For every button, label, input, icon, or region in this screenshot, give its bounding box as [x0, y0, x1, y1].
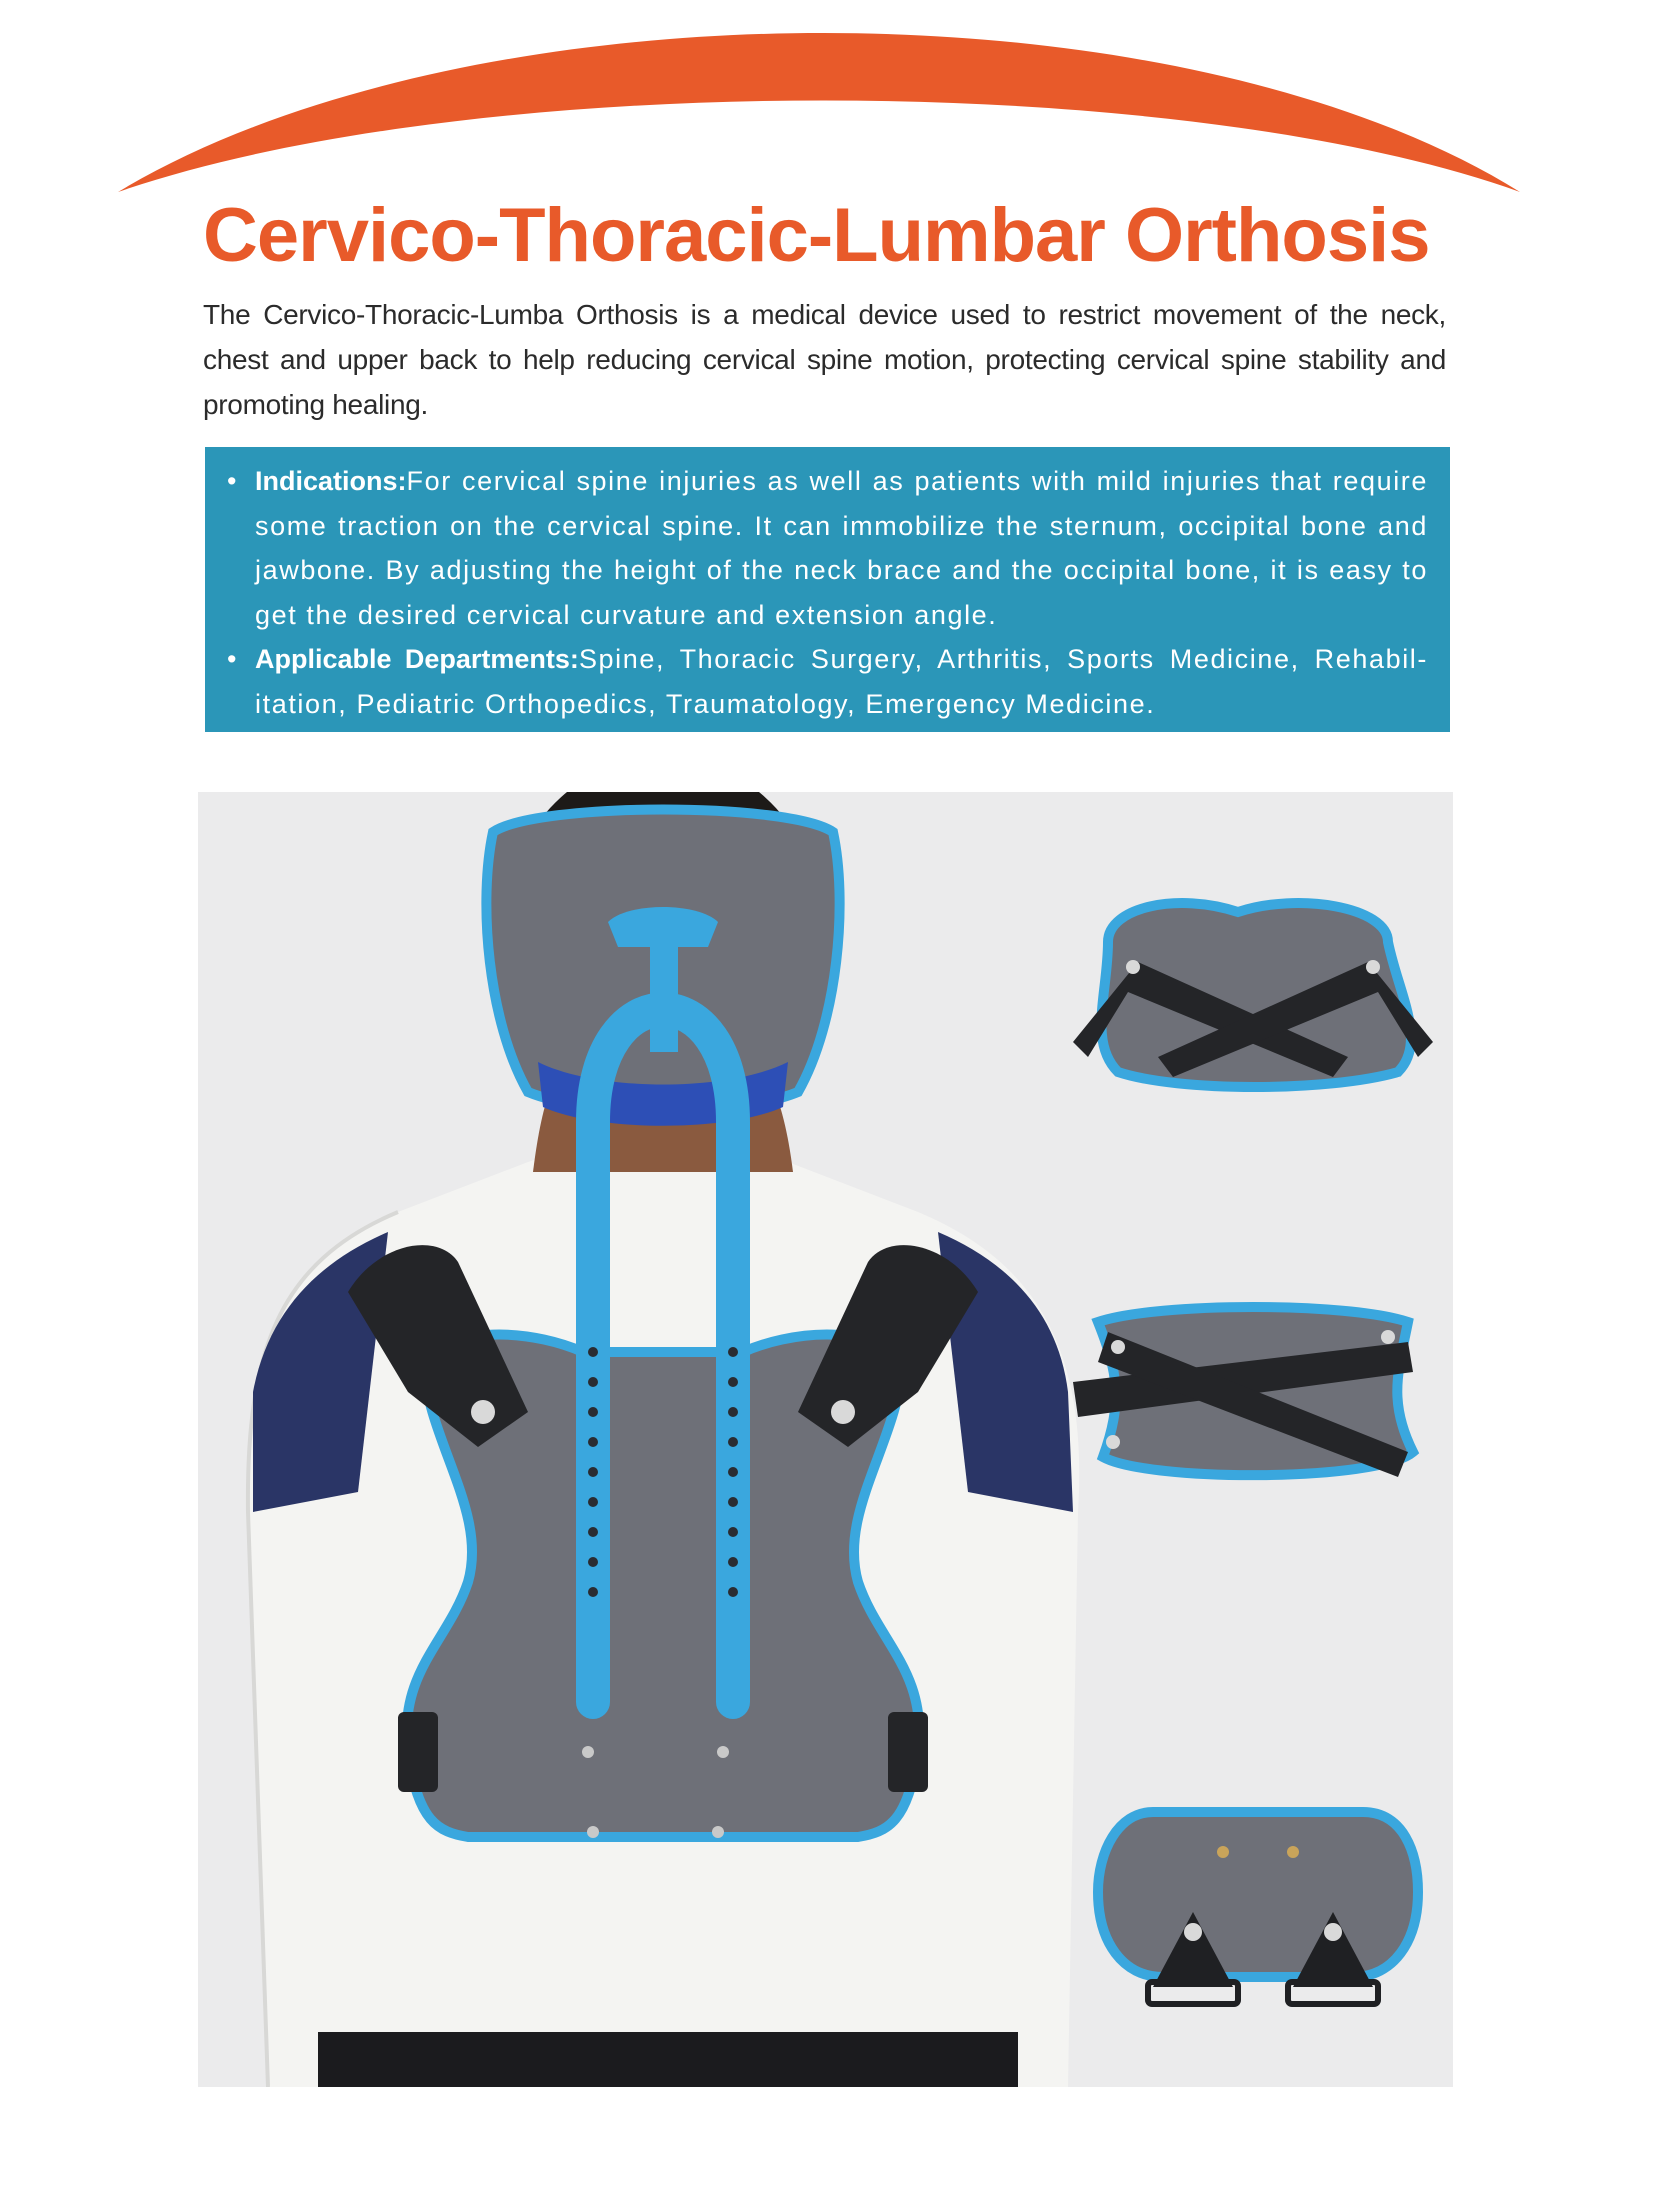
indications-label: Indications:: [255, 466, 407, 496]
departments-label: Applicable Departments:: [255, 644, 579, 674]
product-photo-area: [198, 792, 1453, 2087]
decorative-orange-arc: [0, 0, 1653, 220]
indications-item: [255, 459, 1428, 637]
detail-photo-lower-pad-buckles: [1093, 1792, 1423, 2012]
departments-text: Spine, Thoracic Surgery, Arthritis, Sports Medicine, Rehabil-itation, Pediatric Orthopedics, Traumatology, Emergency Medicine.: [255, 644, 1428, 719]
intro-paragraph: The Cervico-Thoracic-Lumba Orthosis is a medical device used to restrict movement of the neck, chest and upper back to help reducing cervical spine motion, protecting cervical spine stability and promoting healing.: [203, 299, 1446, 420]
detail-photo-chest-pad-straps: [1068, 882, 1438, 1102]
page-title: Cervico-Thoracic-Lumbar Orthosis: [203, 193, 1430, 278]
indications-text: For cervical spine injuries as well as patients with mild injuries that require some traction on the cervical spine. It can immobilize the sternum, occipital bone and jawbone. By adjusting the height of the neck brace and the occipital bone, it is easy to get the desired cervical curvature and extension angle.: [255, 466, 1428, 630]
detail-photo-chest-pad-crossed: [1068, 1292, 1438, 1512]
departments-item: [255, 637, 1428, 726]
info-box: [205, 447, 1450, 732]
